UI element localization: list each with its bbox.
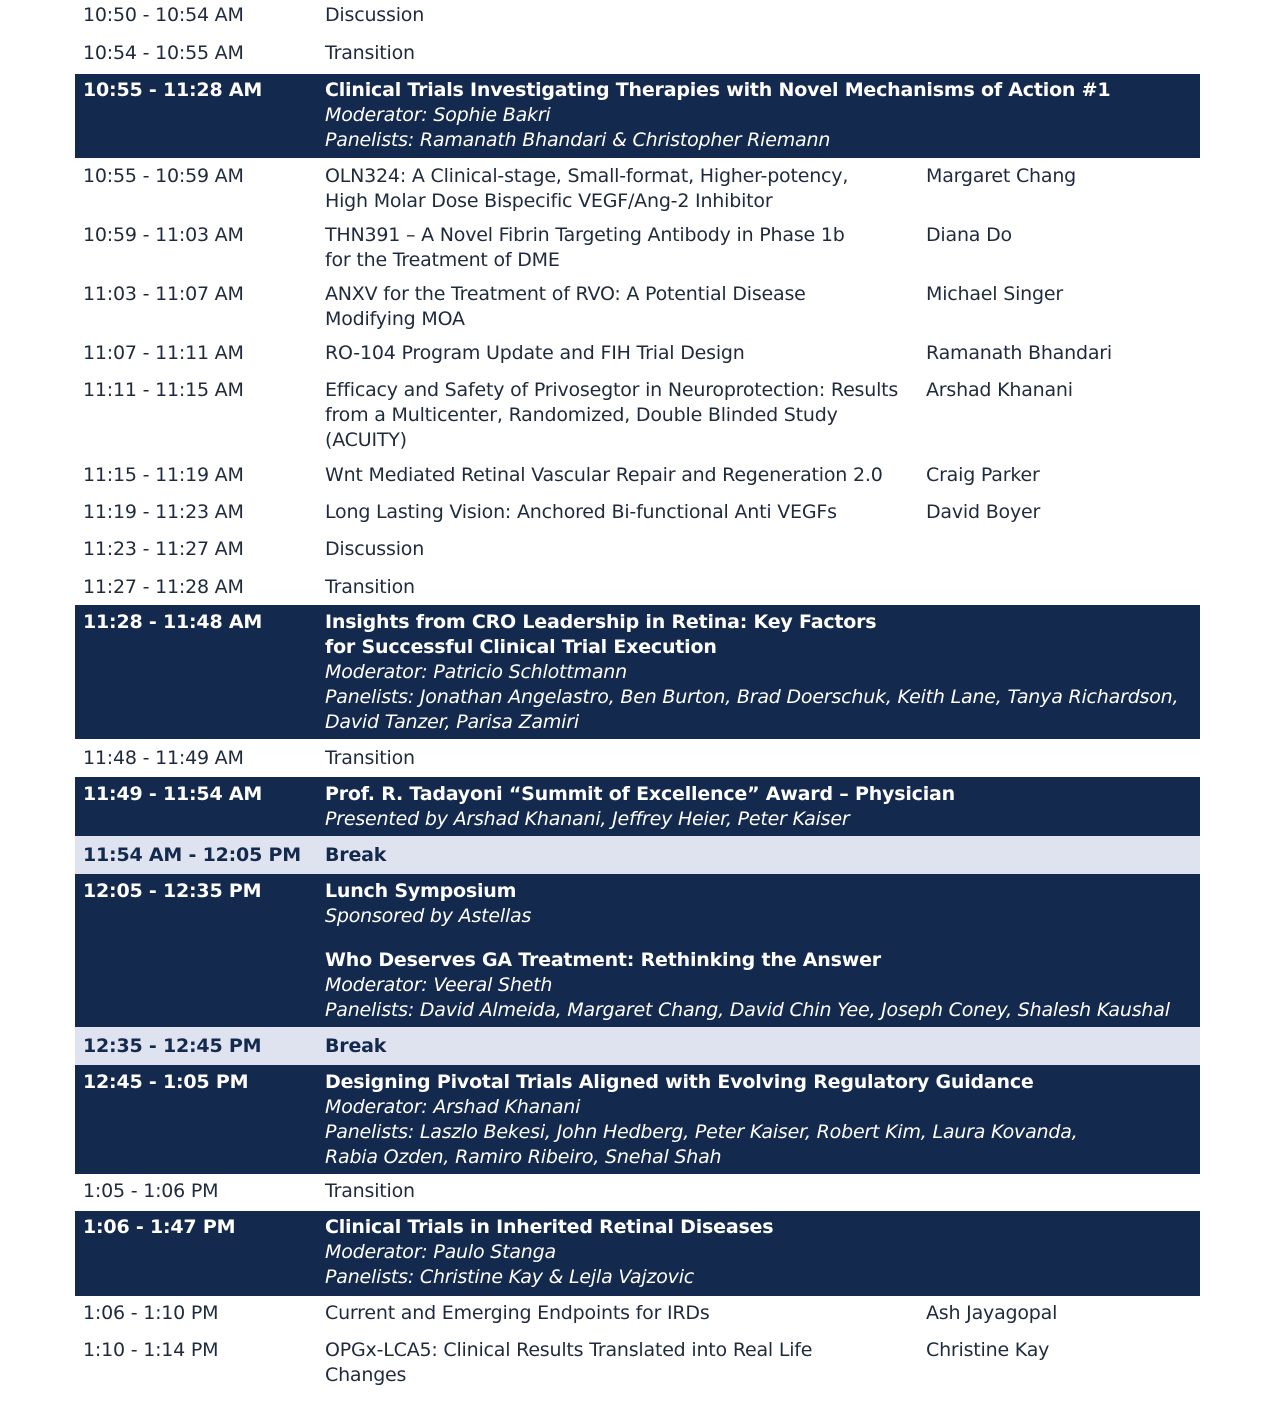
row-title: Transition: [325, 747, 415, 769]
break-label: Break: [325, 1035, 387, 1057]
agenda-row: [75, 459, 1200, 496]
session-sponsor: Sponsored by Astellas: [325, 905, 532, 927]
title-line: OLN324: A Clinical-stage, Small-format, Higher-potency,: [325, 165, 849, 187]
row-time: 11:03 - 11:07 AM: [83, 283, 244, 305]
row-time: 11:23 - 11:27 AM: [83, 538, 244, 560]
row-time: 10:54 - 10:55 AM: [83, 42, 244, 64]
session-info: [325, 879, 1170, 1023]
row-title: [325, 378, 898, 453]
row-title: Transition: [325, 1180, 415, 1202]
session-title: Prof. R. Tadayoni “Summit of Excellence” Award – Physician: [325, 783, 955, 805]
title-line: ANXV for the Treatment of RVO: A Potential Disease: [325, 283, 806, 305]
session-time: 12:45 - 1:05 PM: [83, 1071, 249, 1093]
row-title: [325, 164, 848, 214]
row-time: 1:06 - 1:10 PM: [83, 1302, 219, 1324]
session-panelists: Panelists: Christine Kay & Lejla Vajzovic: [325, 1266, 695, 1288]
session-moderator: Moderator: Arshad Khanani: [325, 1096, 581, 1118]
agenda-row: [75, 1333, 1200, 1393]
row-time: 10:59 - 11:03 AM: [83, 224, 244, 246]
session-title: Clinical Trials in Inherited Retinal Diseases: [325, 1216, 774, 1238]
agenda-row: [75, 1174, 1200, 1211]
row-time: 1:05 - 1:06 PM: [83, 1180, 219, 1202]
break-row: [75, 1027, 1200, 1065]
session-moderator: Moderator: Patricio Schlottmann: [325, 661, 627, 683]
row-speaker: Michael Singer: [926, 283, 1063, 305]
session-presenters: Presented by Arshad Khanani, Jeffrey Heier, Peter Kaiser: [325, 808, 850, 830]
session-time: 10:55 - 11:28 AM: [83, 79, 263, 101]
break-label: Break: [325, 844, 387, 866]
row-speaker: Ramanath Bhandari: [926, 342, 1112, 364]
row-speaker: Margaret Chang: [926, 165, 1077, 187]
session-header-row: [75, 1211, 1200, 1296]
agenda-row: [75, 374, 1200, 459]
session-title: for Successful Clinical Trial Execution: [325, 636, 717, 658]
agenda-row: [75, 1296, 1200, 1333]
row-title: Transition: [325, 576, 415, 598]
title-line: for the Treatment of DME: [325, 249, 560, 271]
session-header-row: [75, 74, 1200, 158]
title-line: OPGx-LCA5: Clinical Results Translated into Real Life: [325, 1339, 813, 1361]
session-title: Clinical Trials Investigating Therapies with Novel Mechanisms of Action #1: [325, 79, 1111, 101]
session-time: 11:49 - 11:54 AM: [83, 783, 263, 805]
session-time: 12:05 - 12:35 PM: [83, 880, 262, 902]
session-panelists: David Tanzer, Parisa Zamiri: [325, 711, 579, 733]
row-time: 11:27 - 11:28 AM: [83, 576, 244, 598]
session-info: [325, 610, 1178, 735]
title-line: High Molar Dose Bispecific VEGF/Ang-2 Inhibitor: [325, 190, 773, 212]
row-time: 1:10 - 1:14 PM: [83, 1339, 219, 1361]
session-subtitle: Who Deserves GA Treatment: Rethinking the Answer: [325, 949, 881, 971]
agenda-row: [75, 37, 1200, 74]
session-header-row: [75, 605, 1200, 739]
row-speaker: David Boyer: [926, 501, 1041, 523]
break-time: 11:54 AM - 12:05 PM: [83, 844, 301, 866]
session-panelists: Panelists: Ramanath Bhandari & Christopher Riemann: [325, 129, 831, 151]
session-moderator: Moderator: Sophie Bakri: [325, 104, 551, 126]
row-speaker: Craig Parker: [926, 464, 1040, 486]
row-title: [325, 223, 845, 273]
row-title: Transition: [325, 42, 415, 64]
session-header-row: [75, 777, 1200, 836]
agenda-row: [75, 337, 1200, 374]
row-title: [325, 1338, 812, 1388]
agenda-row: [75, 277, 1200, 337]
agenda-row: [75, 739, 1200, 777]
session-header-row: [75, 1065, 1200, 1174]
title-line: from a Multicenter, Randomized, Double Blinded Study: [325, 404, 838, 426]
session-moderator: Moderator: Paulo Stanga: [325, 1241, 556, 1263]
session-info: [325, 78, 1110, 153]
title-line: Changes: [325, 1364, 407, 1386]
title-line: (ACUITY): [325, 429, 407, 451]
session-panelists: Panelists: Laszlo Bekesi, John Hedberg, Peter Kaiser, Robert Kim, Laura Kovanda,: [325, 1121, 1078, 1143]
agenda-row: [75, 217, 1200, 277]
session-title: Designing Pivotal Trials Aligned with Evolving Regulatory Guidance: [325, 1071, 1034, 1093]
session-time: 11:28 - 11:48 AM: [83, 611, 263, 633]
session-title: Insights from CRO Leadership in Retina: Key Factors: [325, 611, 877, 633]
session-header-row: [75, 874, 1200, 1027]
session-title: Lunch Symposium: [325, 880, 517, 902]
session-panelists: Panelists: David Almeida, Margaret Chang, David Chin Yee, Joseph Coney, Shalesh Kaushal: [325, 999, 1170, 1021]
session-info: [325, 782, 955, 832]
session-time: 1:06 - 1:47 PM: [83, 1216, 236, 1238]
title-line: THN391 – A Novel Fibrin Targeting Antibody in Phase 1b: [325, 224, 845, 246]
session-moderator: Moderator: Veeral Sheth: [325, 974, 553, 996]
row-title: RO-104 Program Update and FIH Trial Design: [325, 342, 745, 364]
row-speaker: Ash Jayagopal: [926, 1302, 1058, 1324]
session-panelists: Rabia Ozden, Ramiro Ribeiro, Snehal Shah: [325, 1146, 722, 1168]
row-title: Long Lasting Vision: Anchored Bi-functional Anti VEGFs: [325, 501, 837, 523]
row-speaker: Arshad Khanani: [926, 379, 1073, 401]
title-line: Modifying MOA: [325, 308, 465, 330]
session-panelists: Panelists: Jonathan Angelastro, Ben Burton, Brad Doerschuk, Keith Lane, Tanya Richardson,: [325, 686, 1179, 708]
agenda-row: [75, 496, 1200, 533]
title-line: Efficacy and Safety of Privosegtor in Neuroprotection: Results: [325, 379, 899, 401]
row-speaker: Christine Kay: [926, 1339, 1050, 1361]
row-time: 10:50 - 10:54 AM: [83, 4, 244, 26]
row-time: 11:11 - 11:15 AM: [83, 379, 244, 401]
row-title: Discussion: [325, 4, 425, 26]
row-title: [325, 282, 806, 332]
row-time: 11:19 - 11:23 AM: [83, 501, 244, 523]
agenda-row: [75, 533, 1200, 571]
row-time: 11:15 - 11:19 AM: [83, 464, 244, 486]
agenda-row: [75, 158, 1200, 217]
agenda-table: [75, 0, 1200, 1393]
row-time: 11:48 - 11:49 AM: [83, 747, 244, 769]
row-title: Discussion: [325, 538, 425, 560]
row-speaker: Diana Do: [926, 224, 1012, 246]
session-info: [325, 1070, 1078, 1170]
break-time: 12:35 - 12:45 PM: [83, 1035, 262, 1057]
session-info: [325, 1215, 773, 1290]
row-time: 10:55 - 10:59 AM: [83, 165, 244, 187]
agenda-row: [75, 0, 1200, 37]
row-time: 11:07 - 11:11 AM: [83, 342, 244, 364]
agenda-row: [75, 571, 1200, 605]
break-row: [75, 836, 1200, 874]
row-title: Current and Emerging Endpoints for IRDs: [325, 1302, 710, 1324]
row-title: Wnt Mediated Retinal Vascular Repair and Regeneration 2.0: [325, 464, 883, 486]
